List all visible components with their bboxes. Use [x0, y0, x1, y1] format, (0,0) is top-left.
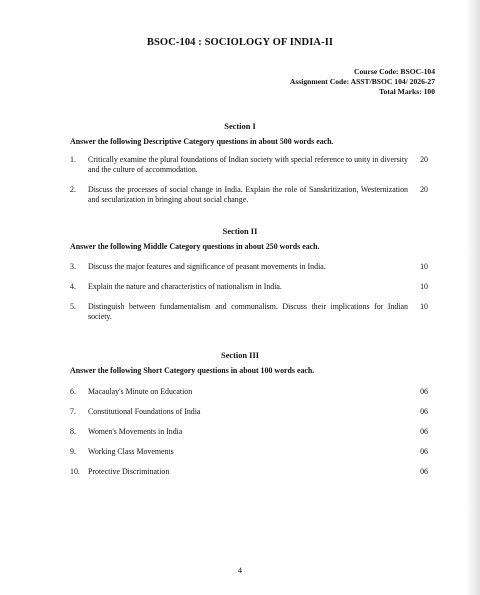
question-text: Distinguish between fundamentalism and communalism. Discuss their implications for Indian society. [88, 302, 408, 322]
section-instruction: Answer the following Middle Category questions in about 250 words each. [70, 242, 320, 251]
question-marks: 06 [420, 427, 428, 436]
question-number: 1. [70, 155, 76, 164]
question-number: 8. [70, 427, 76, 436]
question-number: 3. [70, 262, 76, 271]
section-title: Section III [221, 351, 259, 360]
question-text: Critically examine the plural foundations of Indian society with special reference to unity in diversity and the culture of accommodation. [88, 155, 408, 175]
assignment-meta [290, 67, 435, 97]
question-number: 10. [70, 467, 80, 476]
question-number: 4. [70, 282, 76, 291]
section-instruction: Answer the following Descriptive Category questions in about 500 words each. [70, 137, 334, 146]
question-marks: 20 [420, 185, 428, 194]
question-marks: 06 [420, 467, 428, 476]
question-text: Explain the nature and characteristics of nationalism in India. [88, 282, 282, 291]
section-instruction: Answer the following Short Category questions in about 100 words each. [70, 366, 315, 375]
question-text: Discuss the major features and significance of peasant movements in India. [88, 262, 326, 271]
question-number: 7. [70, 407, 76, 416]
page-edge-shadow [466, 0, 480, 595]
question-marks: 06 [420, 387, 428, 396]
question-text: Protective Discrimination [88, 467, 170, 476]
assignment-code: Assignment Code: ASST/BSOC 104/ 2026-27 [289, 77, 435, 86]
question-marks: 10 [420, 262, 428, 271]
question-marks: 06 [420, 407, 428, 416]
question-marks: 06 [420, 447, 428, 456]
question-text: Discuss the processes of social change in India. Explain the role of Sanskritization, Westernization and secularization in bringing about social change. [88, 185, 408, 205]
section-title: Section II [222, 227, 258, 236]
question-text: Macaulay's Minute on Education [88, 387, 193, 396]
page-number: 4 [237, 566, 243, 575]
question-number: 6. [70, 387, 76, 396]
question-text: Working Class Movements [88, 447, 174, 456]
section-title: Section I [224, 122, 256, 131]
question-marks: 10 [420, 302, 428, 311]
question-text: Women's Movements in India [88, 427, 183, 436]
total-marks: Total Marks: 100 [379, 87, 435, 96]
question-number: 2. [70, 185, 76, 194]
question-number: 5. [70, 302, 76, 311]
course-code: Course Code: BSOC-104 [354, 67, 435, 76]
question-marks: 20 [420, 155, 428, 164]
question-marks: 10 [420, 282, 428, 291]
document-title: BSOC-104 : SOCIOLOGY OF INDIA-II [146, 37, 334, 48]
question-number: 9. [70, 447, 76, 456]
question-text: Constitutional Foundations of India [88, 407, 201, 416]
